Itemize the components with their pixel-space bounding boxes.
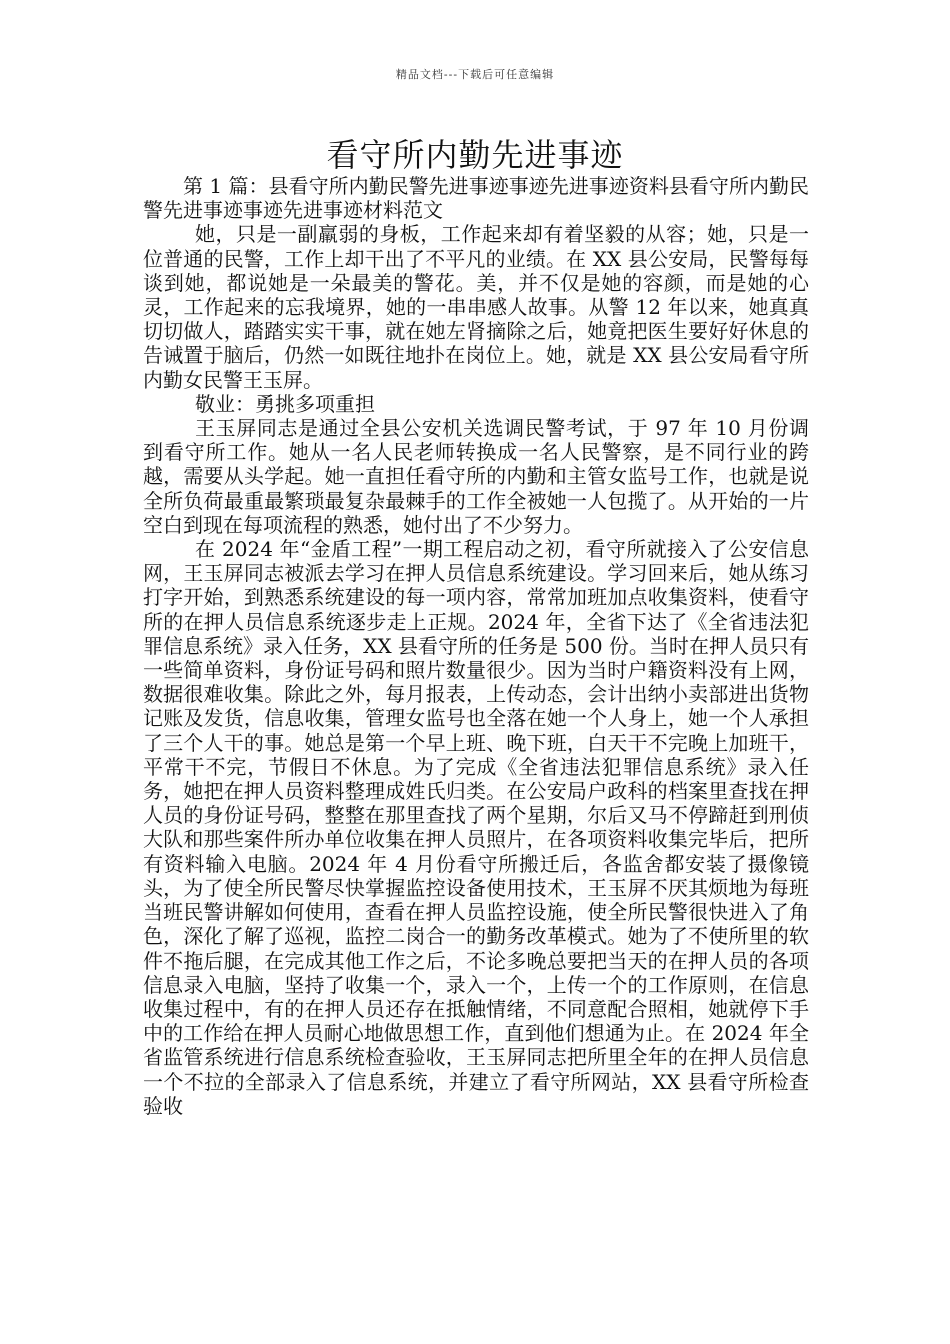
paragraph-intro: 她，只是一副羸弱的身板，工作起来却有着坚毅的从容；她，只是一位普通的民警，工作上却干出了不平凡的业绩。在 XX 县公安局，民警每每谈到她，都说她是一朵最美的警花。美，并不仅是她的容颜，而是她的心灵，工作起来的忘我境界，她的一串串感人故事。从警 12 年以来，她真真切切做人，踏踏实实干事，就在她左肾摘除之后，她竟把医生要好好休息的告诫置于脑后，仍然一如既往地扑在岗位上。她，就是 XX 县公安局看守所内勤女民警王玉屏。: [143, 222, 809, 392]
document-body: [143, 174, 809, 1118]
subheading-dedication: 敬业：勇挑多项重担: [195, 391, 375, 416]
section-heading: 第 1 篇：县看守所内勤民警先进事迹事迹先进事迹资料县看守所内勤民警先进事迹事迹先进事迹材料范文: [143, 174, 809, 223]
paragraph-background: 王玉屏同志是通过全县公安机关选调民警考试，于 97 年 10 月份调到看守所工作。她从一名人民老师转换成一名人民警察，是不同行业的跨越，需要从头学起。她一直担任看守所的内勤和主管女监号工作，也就是说全所负荷最重最繁琐最复杂最棘手的工作全被她一人包揽了。从开始的一片空白到现在每项流程的熟悉，她付出了不少努力。: [143, 416, 809, 537]
page-header-note: 精品文档---下载后可任意编辑: [395, 68, 555, 81]
document-title: 看守所内勤先进事迹: [326, 136, 624, 174]
paragraph-golden-shield: 在 2024 年“金盾工程”一期工程启动之初，看守所就接入了公安信息网，王玉屏同志被派去学习在押人员信息系统建设。学习回来后，她从练习打字开始，到熟悉系统建设的每一项内容，常常加班加点收集资料，使看守所的在押人员信息系统逐步走上正规。2024 年，全省下达了《全省违法犯罪信息系统》录入任务，XX 县看守所的任务是 500 份。当时在押人员只有一些简单资料，身份证号码和照片数量很少。因为当时户籍资料没有上网，数据很难收集。除此之外，每月报表，上传动态，会计出纳小卖部进出货物记账及发货，信息收集，管理女监号也全落在她一个人身上，她一个人承担了三个人干的事。她总是第一个早上班、晚下班，白天干不完晚上加班干，平常干不完，节假日不休息。为了完成《全省违法犯罪信息系统》录入任务，她把在押人员资料整理成姓氏归类。在公安局户政科的档案里查找在押人员的身份证号码，整整在那里查找了两个星期，尔后又马不停蹄赶到刑侦大队和那些案件所办单位收集在押人员照片，在各项资料收集完毕后，把所有资料输入电脑。2024 年 4 月份看守所搬迁后，各监舍都安装了摄像镜头，为了使全所民警尽快掌握监控设备使用技术，王玉屏不厌其烦地为每班当班民警讲解如何使用，查看在押人员监控设施，使全所民警很快进入了角色，深化了解了巡视，监控二岗合一的勤务改革模式。她为了不使所里的软件不拖后腿，在完成其他工作之后，不论多晚总要把当天的在押人员的各项信息录入电脑，坚持了收集一个，录入一个，上传一个的工作原则，在信息收集过程中，有的在押人员还存在抵触情绪，不同意配合照相，她就停下手中的工作给在押人员耐心地做思想工作，直到他们想通为止。在 2024 年全省监管系统进行信息系统检查验收，王玉屏同志把所里全年的在押人员信息一个不拉的全部录入了信息系统，并建立了看守所网站，XX 县看守所检查验收: [143, 537, 809, 1118]
